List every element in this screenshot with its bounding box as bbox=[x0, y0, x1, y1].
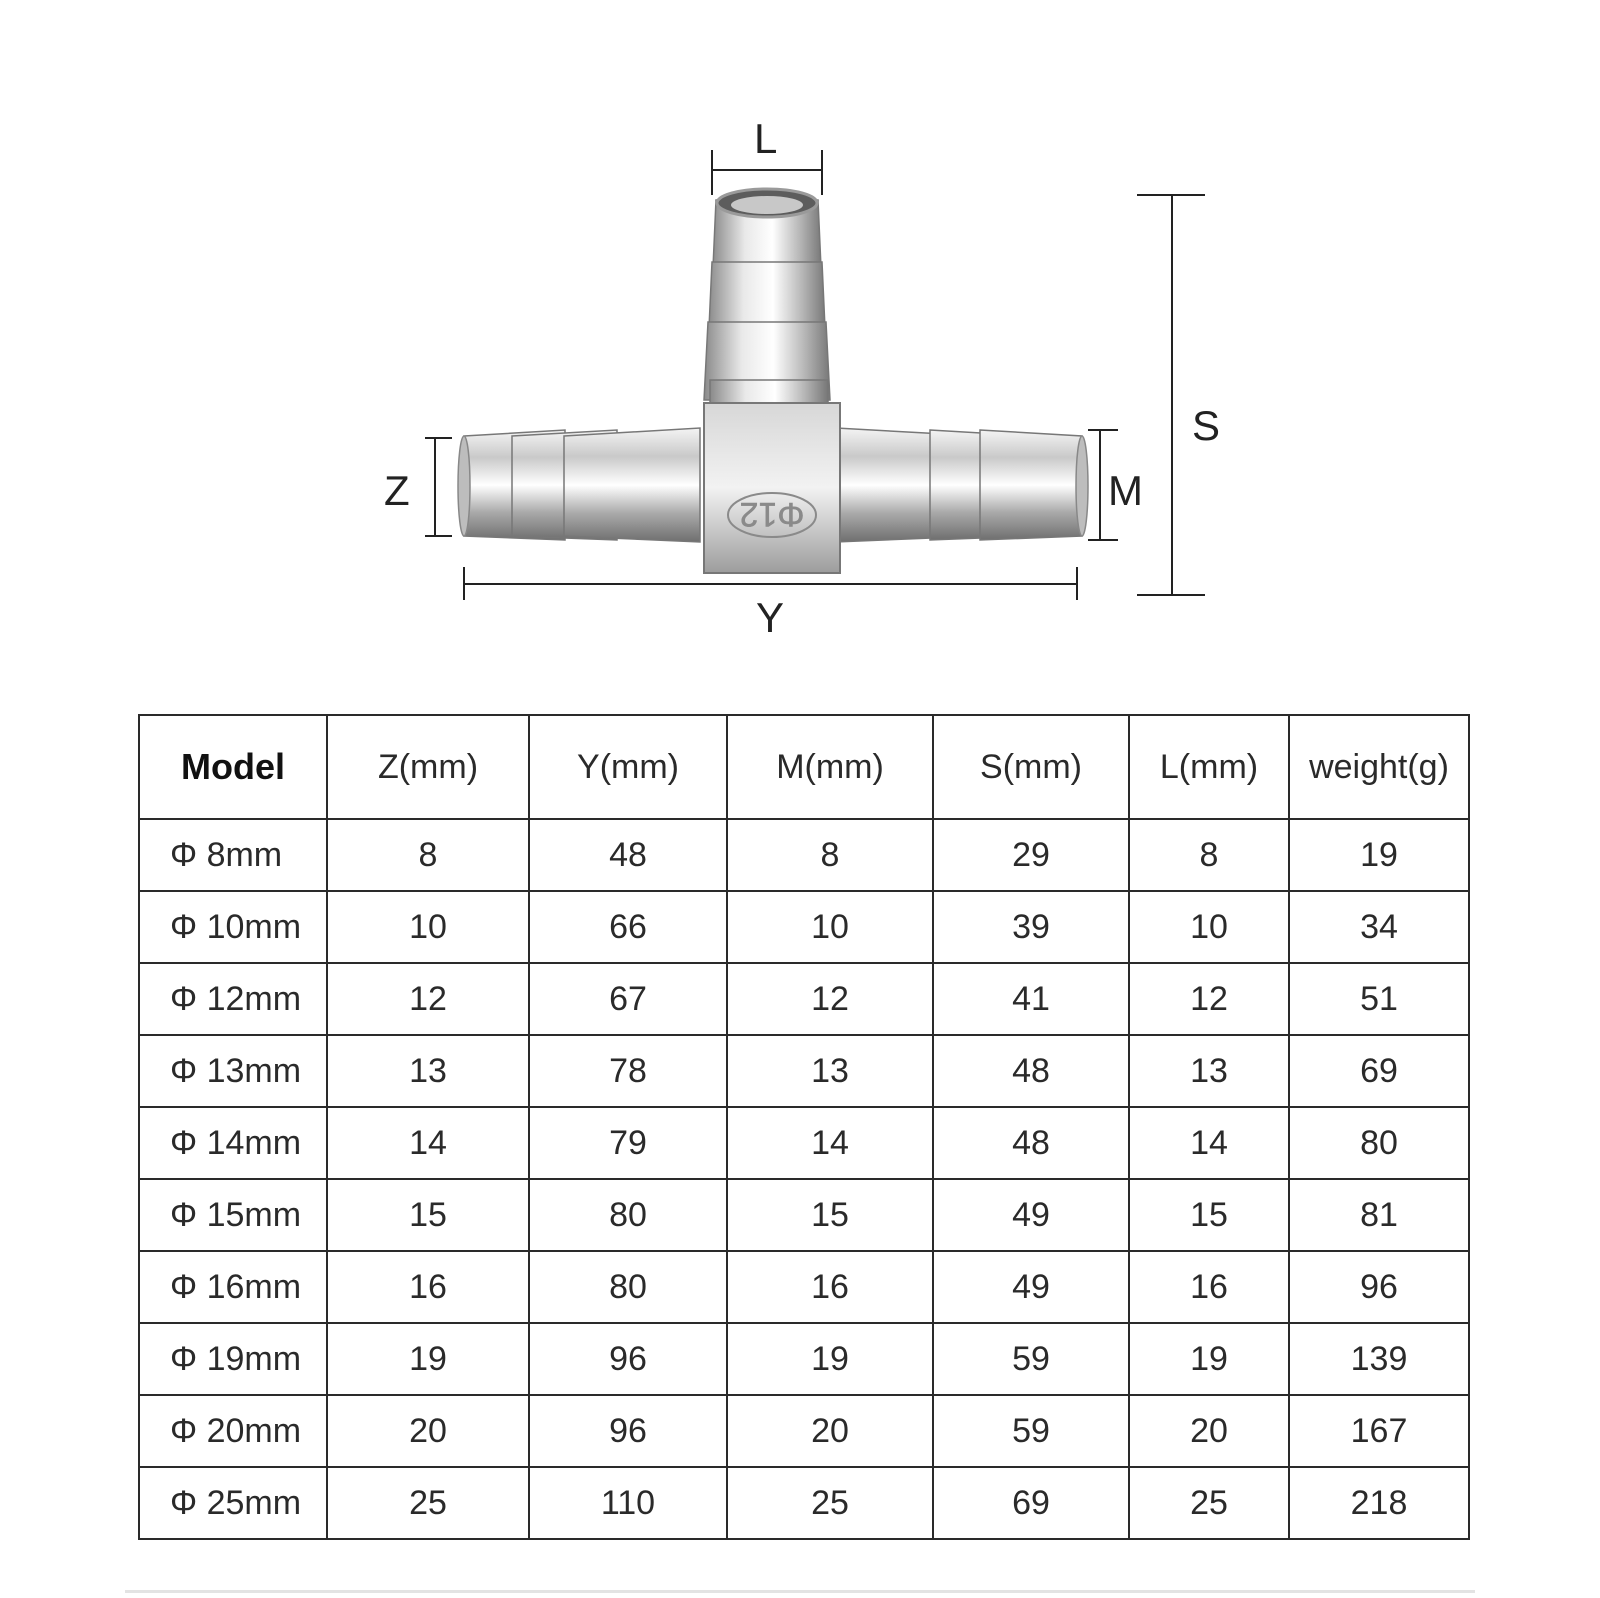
cell-l: 16 bbox=[1129, 1251, 1289, 1323]
cell-weight: 69 bbox=[1289, 1035, 1469, 1107]
cell-s: 49 bbox=[933, 1251, 1129, 1323]
cell-s: 69 bbox=[933, 1467, 1129, 1539]
label-m: M bbox=[1108, 467, 1143, 514]
cell-model: Φ 12mm bbox=[139, 963, 327, 1035]
table-row bbox=[139, 1323, 1469, 1395]
label-y: Y bbox=[756, 594, 785, 641]
cell-model: Φ 25mm bbox=[139, 1467, 327, 1539]
tee-fitting-drawing bbox=[0, 0, 1600, 680]
table-row bbox=[139, 963, 1469, 1035]
table-row bbox=[139, 1395, 1469, 1467]
header-y: Y(mm) bbox=[529, 715, 727, 819]
cell-l: 20 bbox=[1129, 1395, 1289, 1467]
left-branch bbox=[458, 428, 700, 542]
cell-model: Φ 8mm bbox=[139, 819, 327, 891]
cell-weight: 218 bbox=[1289, 1467, 1469, 1539]
cell-m: 25 bbox=[727, 1467, 933, 1539]
table-row bbox=[139, 1035, 1469, 1107]
cell-m: 10 bbox=[727, 891, 933, 963]
cell-weight: 34 bbox=[1289, 891, 1469, 963]
cell-y: 79 bbox=[529, 1107, 727, 1179]
table-row bbox=[139, 1107, 1469, 1179]
table-row bbox=[139, 1179, 1469, 1251]
cell-y: 48 bbox=[529, 819, 727, 891]
cell-z: 16 bbox=[327, 1251, 529, 1323]
cell-z: 25 bbox=[327, 1467, 529, 1539]
bottom-divider bbox=[125, 1590, 1475, 1593]
cell-l: 13 bbox=[1129, 1035, 1289, 1107]
cell-y: 110 bbox=[529, 1467, 727, 1539]
cell-weight: 96 bbox=[1289, 1251, 1469, 1323]
cell-l: 14 bbox=[1129, 1107, 1289, 1179]
cell-weight: 167 bbox=[1289, 1395, 1469, 1467]
cell-y: 80 bbox=[529, 1251, 727, 1323]
cell-model: Φ 20mm bbox=[139, 1395, 327, 1467]
table-body bbox=[139, 819, 1469, 1539]
cell-z: 20 bbox=[327, 1395, 529, 1467]
cell-m: 14 bbox=[727, 1107, 933, 1179]
spec-table bbox=[138, 714, 1470, 1540]
cell-s: 48 bbox=[933, 1035, 1129, 1107]
cell-l: 19 bbox=[1129, 1323, 1289, 1395]
cell-y: 80 bbox=[529, 1179, 727, 1251]
table-header-row bbox=[139, 715, 1469, 819]
cell-m: 19 bbox=[727, 1323, 933, 1395]
tee-fitting-diagram bbox=[0, 0, 1600, 680]
cell-model: Φ 10mm bbox=[139, 891, 327, 963]
right-branch bbox=[836, 428, 1088, 542]
cell-z: 12 bbox=[327, 963, 529, 1035]
cell-weight: 80 bbox=[1289, 1107, 1469, 1179]
table-row bbox=[139, 1251, 1469, 1323]
cell-m: 13 bbox=[727, 1035, 933, 1107]
table-row bbox=[139, 891, 1469, 963]
cell-z: 14 bbox=[327, 1107, 529, 1179]
tee-body bbox=[704, 403, 840, 573]
cell-l: 8 bbox=[1129, 819, 1289, 891]
cell-m: 15 bbox=[727, 1179, 933, 1251]
cell-z: 15 bbox=[327, 1179, 529, 1251]
header-m: M(mm) bbox=[727, 715, 933, 819]
cell-s: 39 bbox=[933, 891, 1129, 963]
cell-y: 78 bbox=[529, 1035, 727, 1107]
header-s: S(mm) bbox=[933, 715, 1129, 819]
cell-s: 41 bbox=[933, 963, 1129, 1035]
table-row bbox=[139, 1467, 1469, 1539]
label-s: S bbox=[1192, 402, 1221, 449]
header-z: Z(mm) bbox=[327, 715, 529, 819]
label-l: L bbox=[754, 115, 778, 162]
cell-m: 8 bbox=[727, 819, 933, 891]
cell-s: 59 bbox=[933, 1395, 1129, 1467]
table-row bbox=[139, 819, 1469, 891]
body-marking: Φ12 bbox=[739, 495, 805, 533]
cell-model: Φ 15mm bbox=[139, 1179, 327, 1251]
cell-z: 10 bbox=[327, 891, 529, 963]
cell-y: 96 bbox=[529, 1323, 727, 1395]
cell-s: 48 bbox=[933, 1107, 1129, 1179]
cell-y: 66 bbox=[529, 891, 727, 963]
header-model: Model bbox=[139, 715, 327, 819]
header-weight: weight(g) bbox=[1289, 715, 1469, 819]
cell-model: Φ 13mm bbox=[139, 1035, 327, 1107]
cell-s: 59 bbox=[933, 1323, 1129, 1395]
cell-m: 20 bbox=[727, 1395, 933, 1467]
label-z: Z bbox=[384, 467, 410, 514]
cell-m: 12 bbox=[727, 963, 933, 1035]
cell-model: Φ 16mm bbox=[139, 1251, 327, 1323]
header-l: L(mm) bbox=[1129, 715, 1289, 819]
cell-z: 8 bbox=[327, 819, 529, 891]
cell-l: 12 bbox=[1129, 963, 1289, 1035]
cell-s: 49 bbox=[933, 1179, 1129, 1251]
cell-l: 10 bbox=[1129, 891, 1289, 963]
cell-y: 96 bbox=[529, 1395, 727, 1467]
cell-m: 16 bbox=[727, 1251, 933, 1323]
cell-l: 25 bbox=[1129, 1467, 1289, 1539]
cell-weight: 81 bbox=[1289, 1179, 1469, 1251]
cell-model: Φ 19mm bbox=[139, 1323, 327, 1395]
cell-l: 15 bbox=[1129, 1179, 1289, 1251]
cell-weight: 51 bbox=[1289, 963, 1469, 1035]
cell-s: 29 bbox=[933, 819, 1129, 891]
cell-model: Φ 14mm bbox=[139, 1107, 327, 1179]
cell-z: 13 bbox=[327, 1035, 529, 1107]
cell-weight: 139 bbox=[1289, 1323, 1469, 1395]
cell-y: 67 bbox=[529, 963, 727, 1035]
cell-z: 19 bbox=[327, 1323, 529, 1395]
cell-weight: 19 bbox=[1289, 819, 1469, 891]
